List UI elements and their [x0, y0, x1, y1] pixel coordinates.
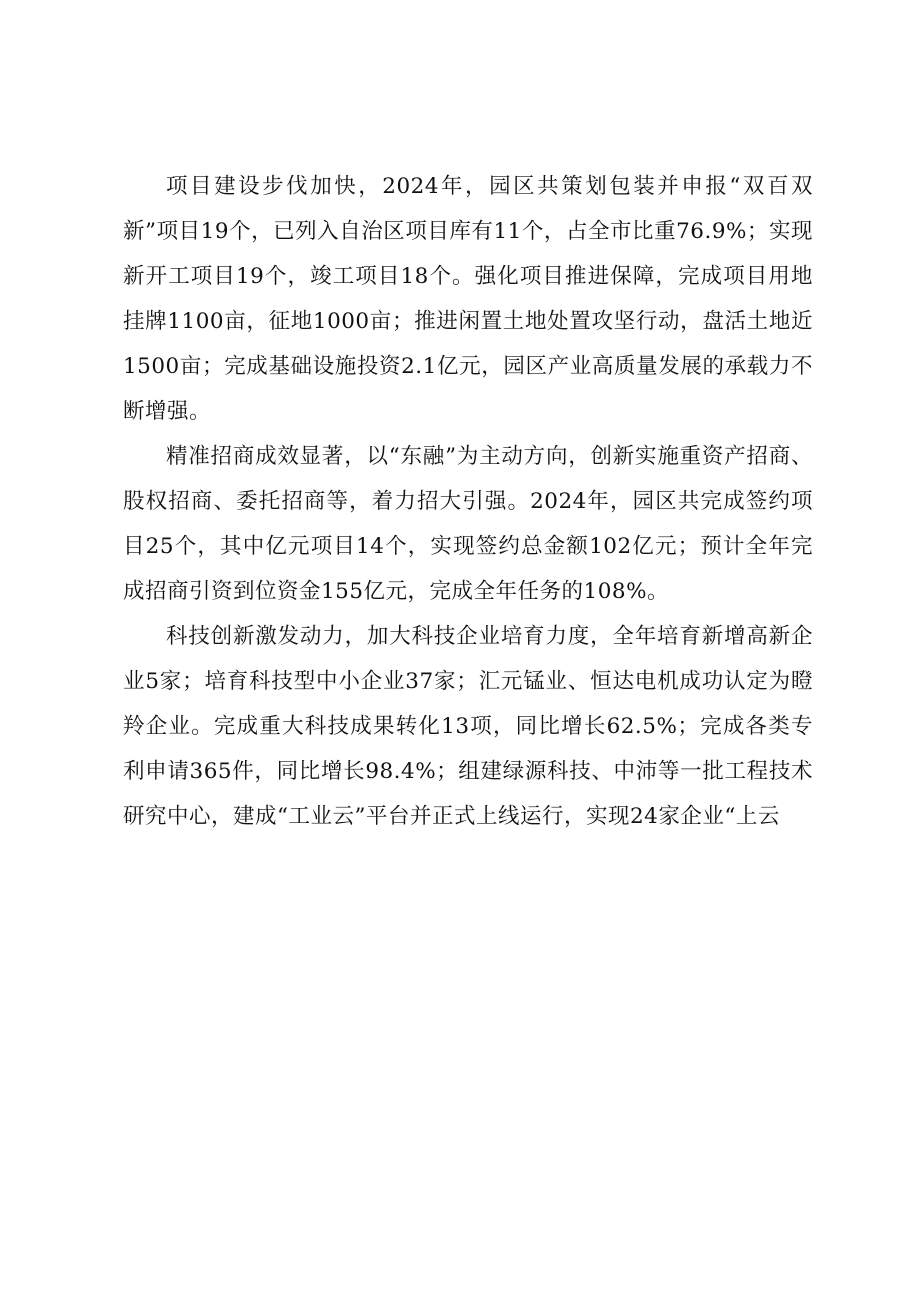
- paragraph-tech-innovation: 科技创新激发动力，加大科技企业培育力度，全年培育新增高新企业5家；培育科技型中小企业37家；汇元锰业、恒达电机成功认定为瞪羚企业。完成重大科技成果转化13项，同比增长62.5%；完成各类专利申请365件，同比增长98.4%；组建绿源科技、中沛等一批工程技术研究中心，建成“工业云”平台并正式上线运行，实现24家企业“上云: [123, 624, 813, 829]
- paragraph-investment-promotion: 精准招商成效显著，以“东融”为主动方向，创新实施重资产招商、股权招商、委托招商等，着力招大引强。2024年，园区共完成签约项目25个，其中亿元项目14个，实现签约总金额102亿元；预计全年完成招商引资到位资金155亿元，完成全年任务的108%。: [123, 444, 813, 604]
- paragraph-project-construction: 项目建设步伐加快，2024年，园区共策划包装并申报“双百双新”项目19个，已列入自治区项目库有11个，占全市比重76.9%；实现新开工项目19个，竣工项目18个。强化项目推进保障，完成项目用地挂牌1100亩，征地1000亩；推进闲置土地处置攻坚行动，盘活土地近1500亩；完成基础设施投资2.1亿元，园区产业高质量发展的承载力不断增强。: [123, 174, 813, 424]
- document-body: [123, 164, 813, 839]
